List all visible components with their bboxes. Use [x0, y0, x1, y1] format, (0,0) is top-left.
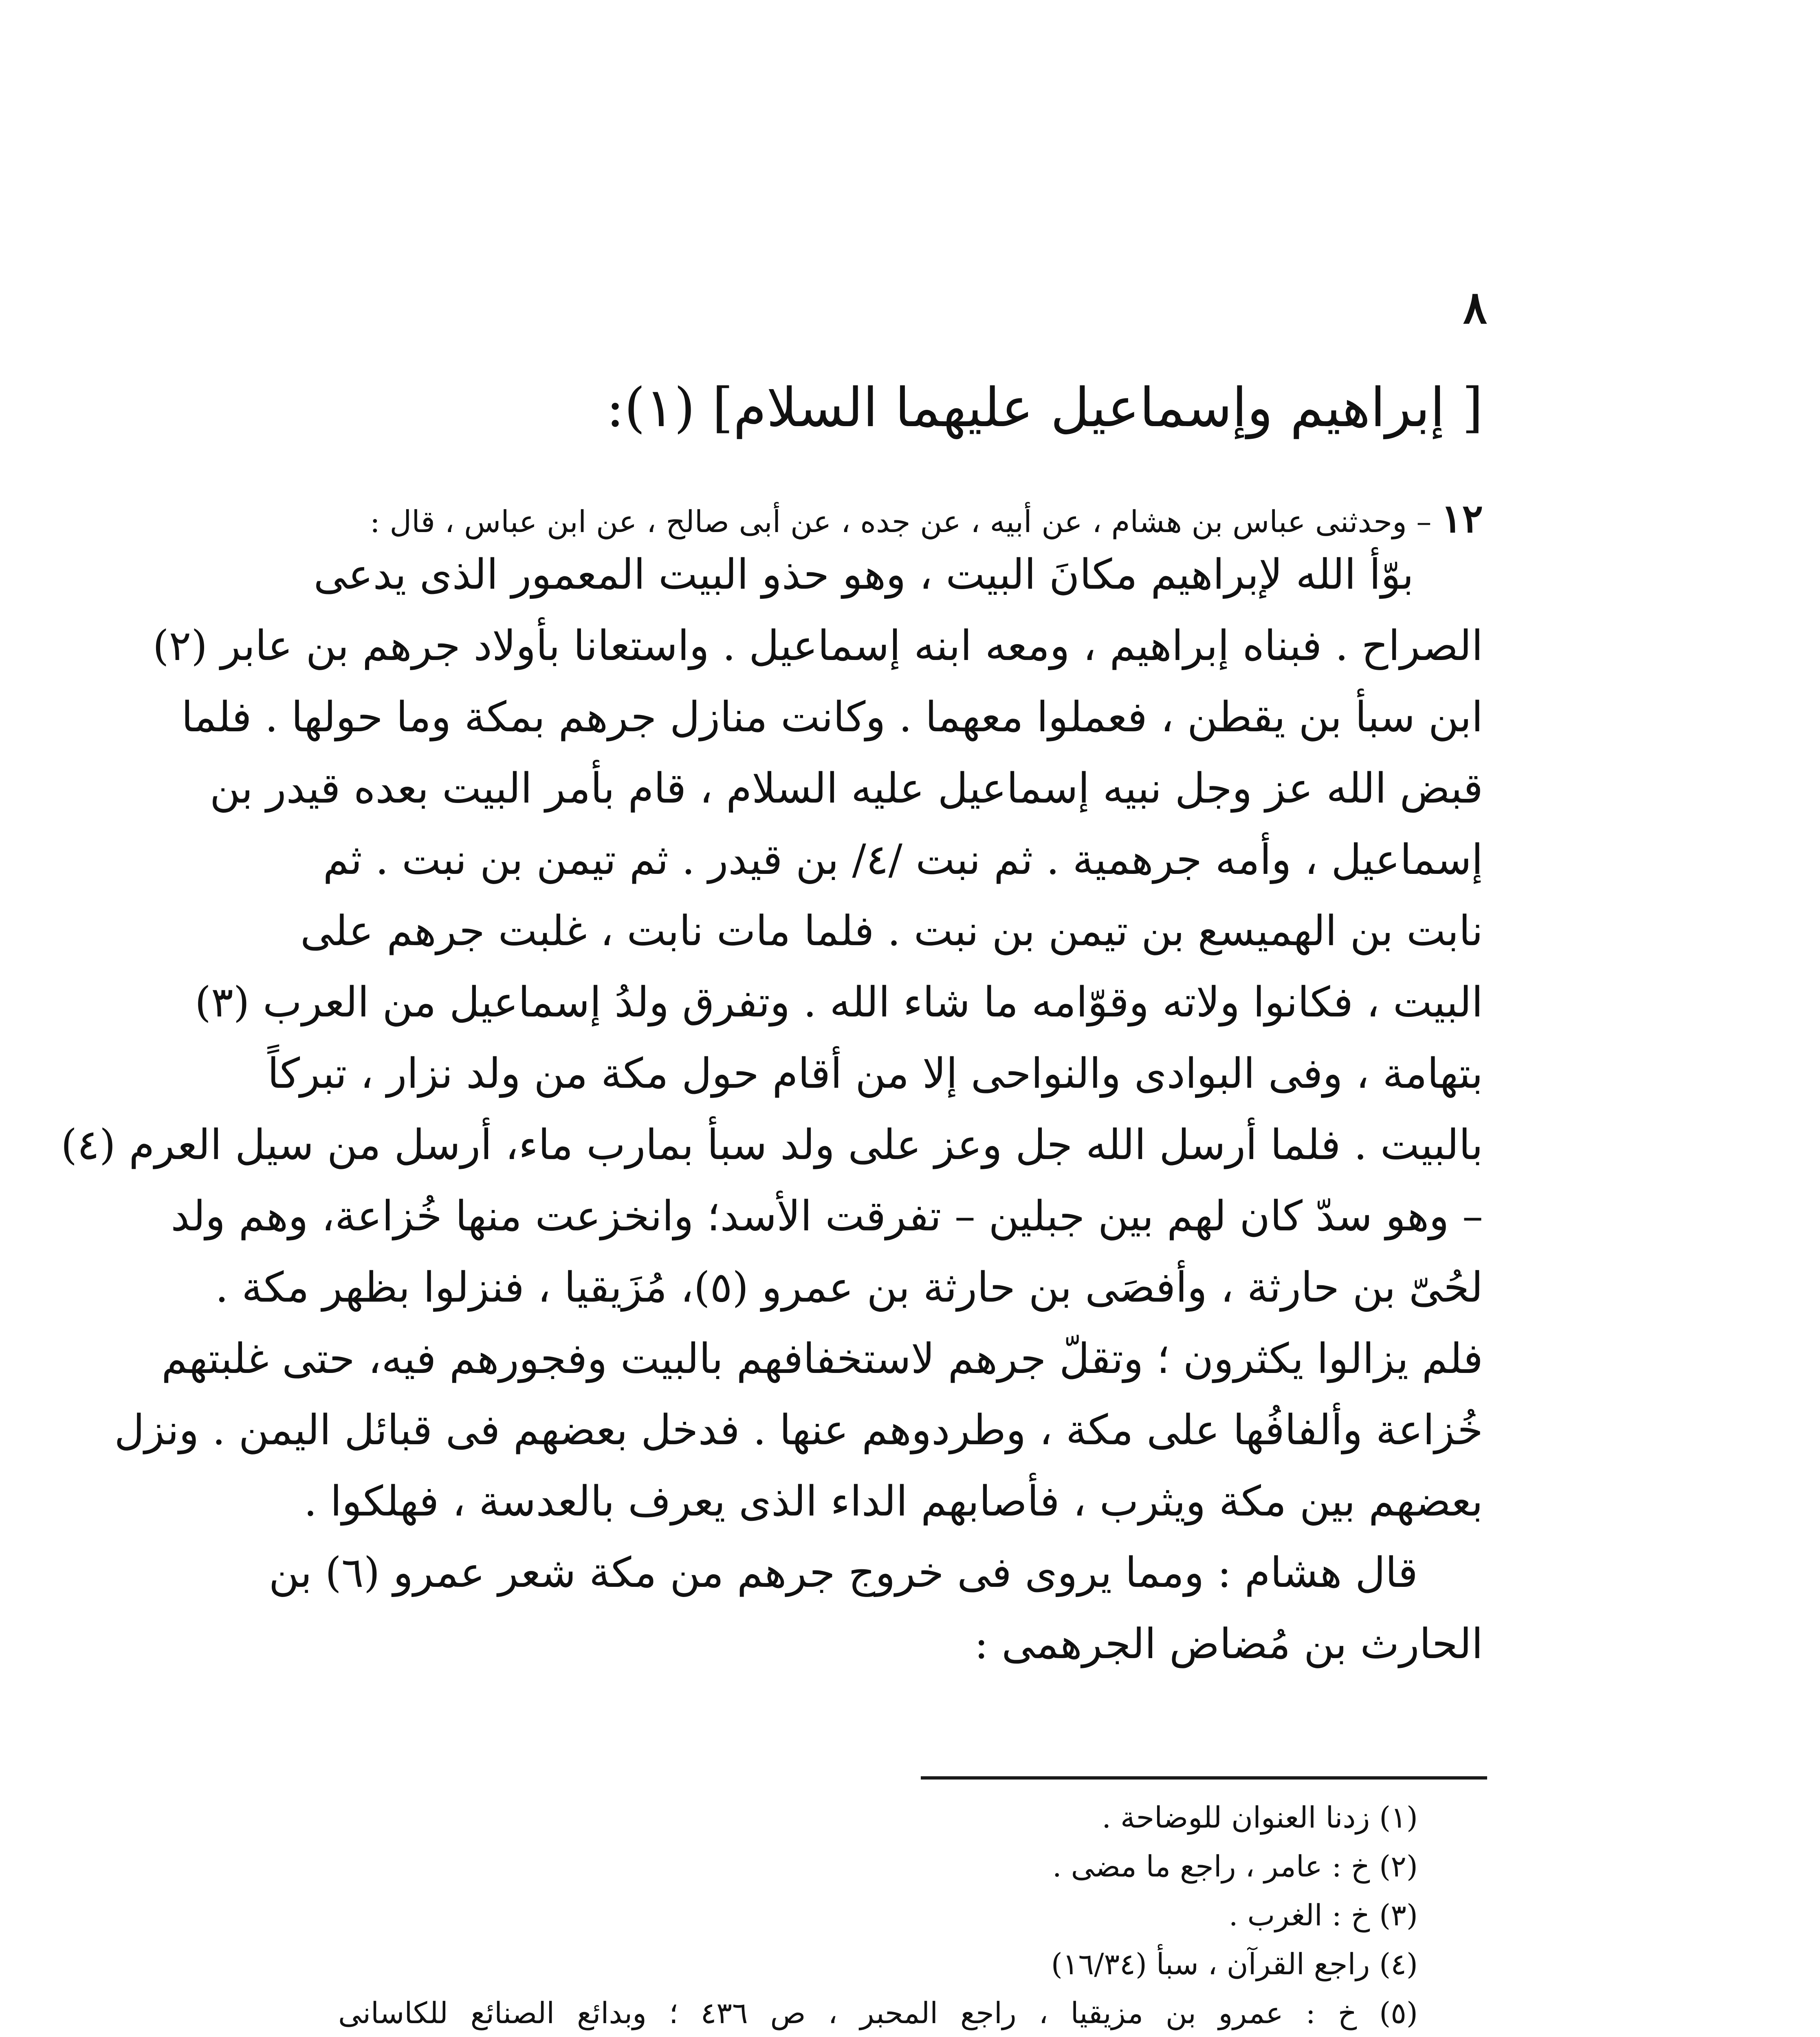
section-heading: [ إبراهيم وإسماعيل عليهما السلام] (١):	[606, 376, 1483, 439]
page-number: ٨	[1463, 281, 1487, 334]
footnote: (٣) خ : الغرب .	[1228, 1898, 1418, 1932]
body-line: البيت ، فكانوا ولاته وقوّامه ما شاء الله . وتفرق ولدُ إسماعيل من العرب (٣)	[195, 978, 1483, 1027]
body-line: بالبيت . فلما أرسل الله جل وعز على ولد سبأ بمارب ماء، أرسل من سيل العرم (٤)	[61, 1121, 1483, 1169]
body-line: بعضهم بين مكة ويثرب ، فأصابهم الداء الذى يعرف بالعدسة ، فهلكوا .	[304, 1477, 1483, 1526]
footnote: (٢) خ : عامر ، راجع ما مضى .	[1052, 1849, 1418, 1883]
body-line: ابن سبأ بن يقطن ، فعملوا معهما . وكانت منازل جرهم بمكة وما حولها . فلما	[181, 693, 1483, 741]
body-line: لحُىّ بن حارثة ، وأفصَى بن حارثة بن عمرو (٥)، مُزَيقيا ، فنزلوا بظهر مكة .	[215, 1263, 1483, 1312]
body-line: الصراح . فبناه إبراهيم ، ومعه ابنه إسماعيل . واستعانا بأولاد جرهم بن عابر (٢)	[152, 622, 1483, 670]
narration-number: ١٢	[1441, 495, 1483, 541]
body-line: بوّأ الله لإبراهيم مكانَ البيت ، وهو حذو البيت المعمور الذى يدعى	[313, 550, 1414, 599]
footnote: (٥) خ : عمرو بن مزيقيا ، راجع المحبر ، ص ٤٣٦ ؛ وبدائع الصنائع للكاسانى	[338, 1996, 1418, 2030]
isnad-text: – وحدثنى عباس بن هشام ، عن أبيه ، عن جده ، عن أبى صالح ، عن ابن عباس ، قال :	[370, 504, 1432, 539]
isnad-line	[367, 495, 1483, 541]
footnote: (٤) راجع القرآن ، سبأ (١٦/٣٤)	[1051, 1947, 1418, 1981]
body-line: إسماعيل ، وأمه جرهمية . ثم نبت /٤/ بن قيدر . ثم تيمن بن نبت . ثم	[323, 836, 1483, 884]
body-line: نابت بن الهميسع بن تيمن بن نبت . فلما مات نابت ، غلبت جرهم على	[300, 907, 1483, 955]
body-line: قبض الله عز وجل نبيه إسماعيل عليه السلام ، قام بأمر البيت بعده قيدر بن	[209, 764, 1483, 813]
body-line: بتهامة ، وفى البوادى والنواحى إلا من أقام حول مكة من ولد نزار ، تبركاً	[267, 1049, 1483, 1098]
footnote-separator	[921, 1776, 1487, 1780]
footnote: (١) زدنا العنوان للوضاحة .	[1102, 1800, 1418, 1835]
body-line: خُزاعة وألفافُها على مكة ، وطردوهم عنها . فدخل بعضهم فى قبائل اليمن . ونزل	[114, 1406, 1483, 1454]
body-line: – وهو سدّ كان لهم بين جبلين – تفرقت الأسد؛ وانخزعت منها خُزاعة، وهم ولد	[171, 1192, 1483, 1241]
body-line: فلم يزالوا يكثرون ؛ وتقلّ جرهم لاستخفافهم بالبيت وفجورهم فيه، حتى غلبتهم	[161, 1335, 1483, 1383]
body-line: الحارث بن مُضاض الجرهمى :	[974, 1620, 1483, 1668]
body-line: قال هشام : ومما يروى فى خروج جرهم من مكة شعر عمرو (٦) بن	[268, 1549, 1418, 1597]
